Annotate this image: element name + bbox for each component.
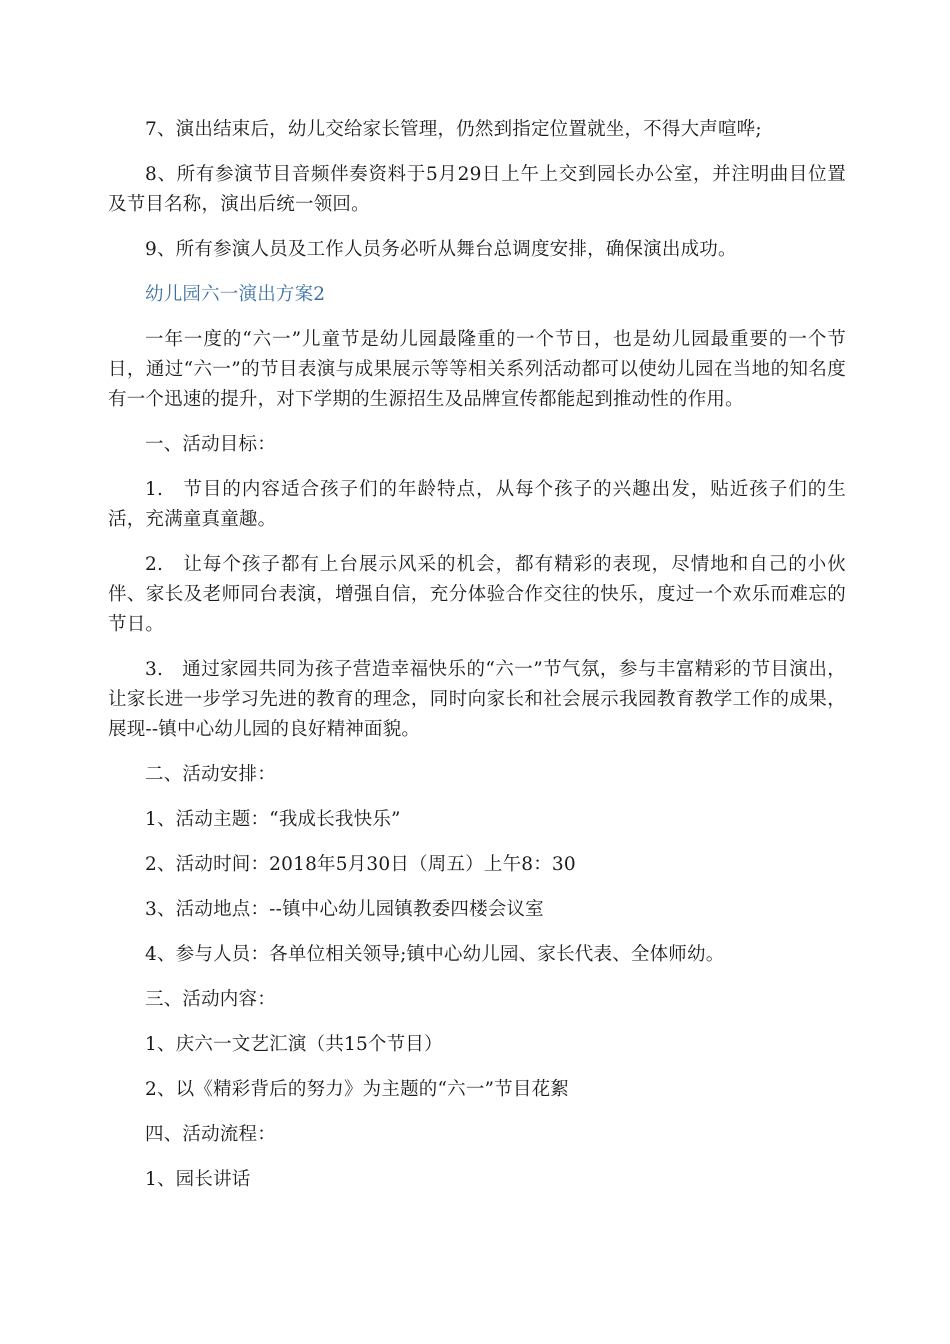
paragraph-item-8: 8、所有参演节目音频伴奏资料于5月29日上午上交到园长办公室，并注明曲目位置及节目名称，演出后统一领回。 (108, 164, 846, 215)
content-item-1: 1、庆六一文艺汇演（共15个节目） (145, 1034, 443, 1055)
arrangement-theme: 1、活动主题：“我成长我快乐” (145, 809, 401, 830)
section-heading: 幼儿园六一演出方案2 (145, 284, 326, 305)
content-heading: 三、活动内容： (145, 989, 276, 1010)
content-item-2: 2、以《精彩背后的努力》为主题的“六一”节目花絮 (145, 1079, 569, 1100)
process-item-1: 1、园长讲话 (145, 1169, 251, 1190)
arrangement-heading: 二、活动安排： (145, 764, 276, 785)
goal-item-1: 1. 节目的内容适合孩子们的年龄特点，从每个孩子的兴趣出发，贴近孩子们的生活，充满童真童趣。 (108, 479, 846, 530)
arrangement-participants: 4、参与人员：各单位相关领导;镇中心幼儿园、家长代表、全体师幼。 (145, 944, 725, 965)
arrangement-time: 2、活动时间：2018年5月30日（周五）上午8：30 (145, 854, 576, 875)
paragraph-item-9: 9、所有参演人员及工作人员务必听从舞台总调度安排，确保演出成功。 (145, 239, 737, 260)
process-heading: 四、活动流程： (145, 1124, 276, 1145)
goals-heading: 一、活动目标： (145, 434, 276, 455)
document-page (108, 115, 846, 1195)
paragraph-item-7: 7、演出结束后，幼儿交给家长管理，仍然到指定位置就坐，不得大声喧哗; (145, 119, 762, 140)
goal-item-3: 3. 通过家园共同为孩子营造幸福快乐的“六一”节气氛，参与丰富精彩的节目演出，让家长进一步学习先进的教育的理念，同时向家长和社会展示我园教育教学工作的成果，展现--镇中心幼儿园的良好精神面貌。 (108, 659, 846, 740)
intro-paragraph: 一年一度的“六一”儿童节是幼儿园最隆重的一个节日，也是幼儿园最重要的一个节日，通过“六一”的节目表演与成果展示等等相关系列活动都可以使幼儿园在当地的知名度有一个迅速的提升，对下学期的生源招生及品牌宣传都能起到推动性的作用。 (108, 329, 846, 410)
arrangement-location: 3、活动地点：--镇中心幼儿园镇教委四楼会议室 (145, 899, 544, 920)
goal-item-2: 2. 让每个孩子都有上台展示风采的机会，都有精彩的表现，尽情地和自己的小伙伴、家长及老师同台表演，增强自信，充分体验合作交往的快乐，度过一个欢乐而难忘的节日。 (108, 554, 846, 635)
